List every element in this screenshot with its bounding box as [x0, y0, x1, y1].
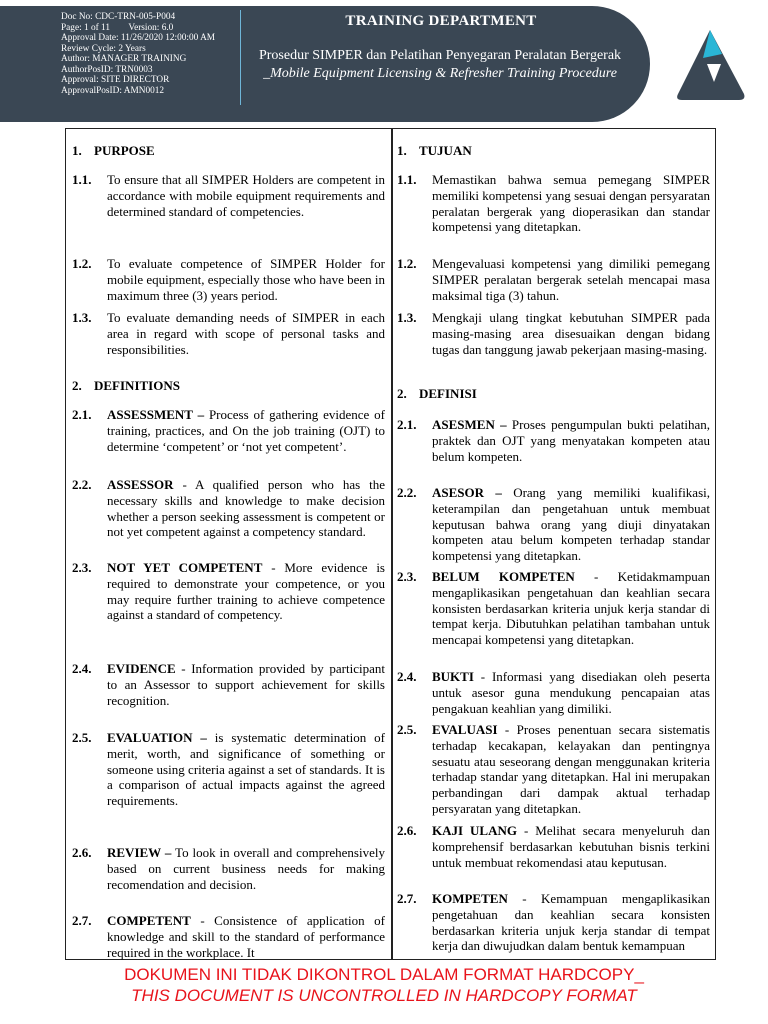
meta-approval-pos-id: ApprovalPosID: AMN0012	[61, 85, 165, 96]
meta-approval: Approval: SITE DIRECTOR	[61, 75, 170, 85]
section-heading-tujuan: 1. TUJUAN	[397, 143, 472, 158]
document-meta	[61, 12, 215, 96]
meta-approval-date: Approval Date: 11/26/2020 12:00:00 AM	[61, 33, 216, 43]
section-heading-purpose: 1. PURPOSE	[72, 143, 155, 158]
header-divider	[240, 10, 241, 105]
document-header	[0, 0, 768, 122]
meta-page-version: Page: 1 of 11 Version: 6.0	[61, 22, 174, 33]
document-title-id: Prosedur SIMPER dan Pelatihan Penyegaran Peralatan Bergerak _	[258, 48, 622, 81]
meta-author-pos-id: AuthorPosID: TRN0003	[61, 64, 153, 75]
document-title-en: Mobile Equipment Licensing & Refresher Training Procedure	[270, 65, 617, 81]
meta-review-cycle: Review Cycle: 2 Years	[61, 43, 146, 54]
section-heading-definitions: 2. DEFINITIONS	[72, 378, 180, 393]
company-logo	[662, 14, 760, 112]
section-heading-definisi: 2. DEFINISI	[397, 386, 477, 401]
meta-doc-no: Doc No: CDC-TRN-005-P004	[61, 12, 176, 22]
uncontrolled-copy-notice	[0, 964, 768, 1006]
document-title	[244, 47, 636, 82]
meta-author: Author: MANAGER TRAINING	[61, 54, 187, 64]
column-divider	[391, 129, 393, 959]
notice-line-en: THIS DOCUMENT IS UNCONTROLLED IN HARDCOPY FORMAT	[131, 986, 637, 1005]
logo-mark-icon	[662, 14, 760, 112]
content-table: 1. PURPOSE 1.1. To ensure that all SIMPER Holders are competent in accordance with mobile equipment requirements and determined standard of competencies. 1.2. To evaluate competence of SIMPER Holder for mobile equipment, especially those who have been in maximum three (3) years period. 1.3. To evaluate demanding needs of SIMPER in each area in regard with scope of personal tasks and responsibilities. 2. DEFINITIONS 2.1. ASSESSMENT – Process of gathering evidence of training, practices, and On the job training (OJT) to determine ‘competent’ or ‘not yet competent’. 2.2. ASSESSOR - A qualified person who has the necessary skills and knowledge to make decision whether a person seeking assessment is competent or not yet competent against a competency standard. 2.3. NOT YET COMPETENT - More evidence is required to demonstrate your competence, or you may require further training to achieve competence against a standard of competency. 2.4. EVIDENCE - Information provided by participant to an Assessor to support achievement for skills recognition. 2.5. EVALUATION – is systematic determination of merit, worth, and significance of something or someone using criteria against a set of standards. It is a comparison of actual impacts against the agreed requirements. 2.6. REVIEW – To look in overall and comprehensively based on current business needs for making recomendation and decision. 2.7. COMPETENT - Consistence of application of knowledge and skill to the standard of performance required in the workplace. It 1. TUJUAN 1.1. Memastikan bahwa semua pemegang SIMPER memiliki kompetensi yang sesuai dengan persyaratan peralatan bergerak yang dioperasikan dan standar kompetensi yang ditetapkan. 1.2. Mengevaluasi kompetensi yang dimiliki pemegang SIMPER peralatan bergerak setelah mencapai masa maksimal tiga (3) tahun. 1.3. Mengkaji ulang tingkat kebutuhan SIMPER pada masing-masing area disesuaikan dengan bidang tugas dan tanggung jawab pekerjaan masing-masing. 2. DEFINISI 2.1. ASESMEN – Proses pengumpulan bukti pelatihan, praktek dan OJT yang menyatakan kompeten atau belum kompeten. 2.2. ASESOR – Orang yang memiliki kualifikasi, keterampilan dan pengetahuan untuk membuat keputusan bahwa orang yang diuji dinyatakan kompeten atau belum kompeten terhadap standar kompetensi yang ditetapkan. 2.3. BELUM KOMPETEN - Ketidakmampuan mengaplikasikan pengetahuan dan keahlian secara konsisten berdasarkan kriteria unjuk kerja standar di tempat kerja. Dibutuhkan pelatihan tambahan untuk mencapai kompetensi yang ditetapkan. 2.4. BUKTI - Informasi yang disediakan oleh peserta untuk asesor guna mendukung pencapaian atas pengakuan keahlian yang dimiliki. 2.5. EVALUASI - Proses penentuan secara sistematis terhadap kecakapan, kelayakan dan pentingnya sesuatu atau seseorang dengan menggunakan kriteria terhadap standar yang ditetapkan. Hal ini merupakan perbandingan dari dampak aktual terhadap persyaratan yang ditetapkan. 2.6. KAJI ULANG - Melihat secara menyeluruh dan komprehensif berdasarkan kebutuhan bisnis terkini untuk membuat rekomendasi atau keputusan. 2.7. KOMPETEN - Kemampuan mengaplikasikan pengetahuan dan keahlian secara konsisten berdasarkan kriteria unjuk kerja standar di tempat kerja dan diwujudkan dalam bentuk kemampuan	[65, 128, 716, 960]
notice-line-id: DOKUMEN INI TIDAK DIKONTROL DALAM FORMAT HARDCOPY_	[124, 965, 644, 984]
department-title: TRAINING DEPARTMENT	[345, 13, 537, 29]
